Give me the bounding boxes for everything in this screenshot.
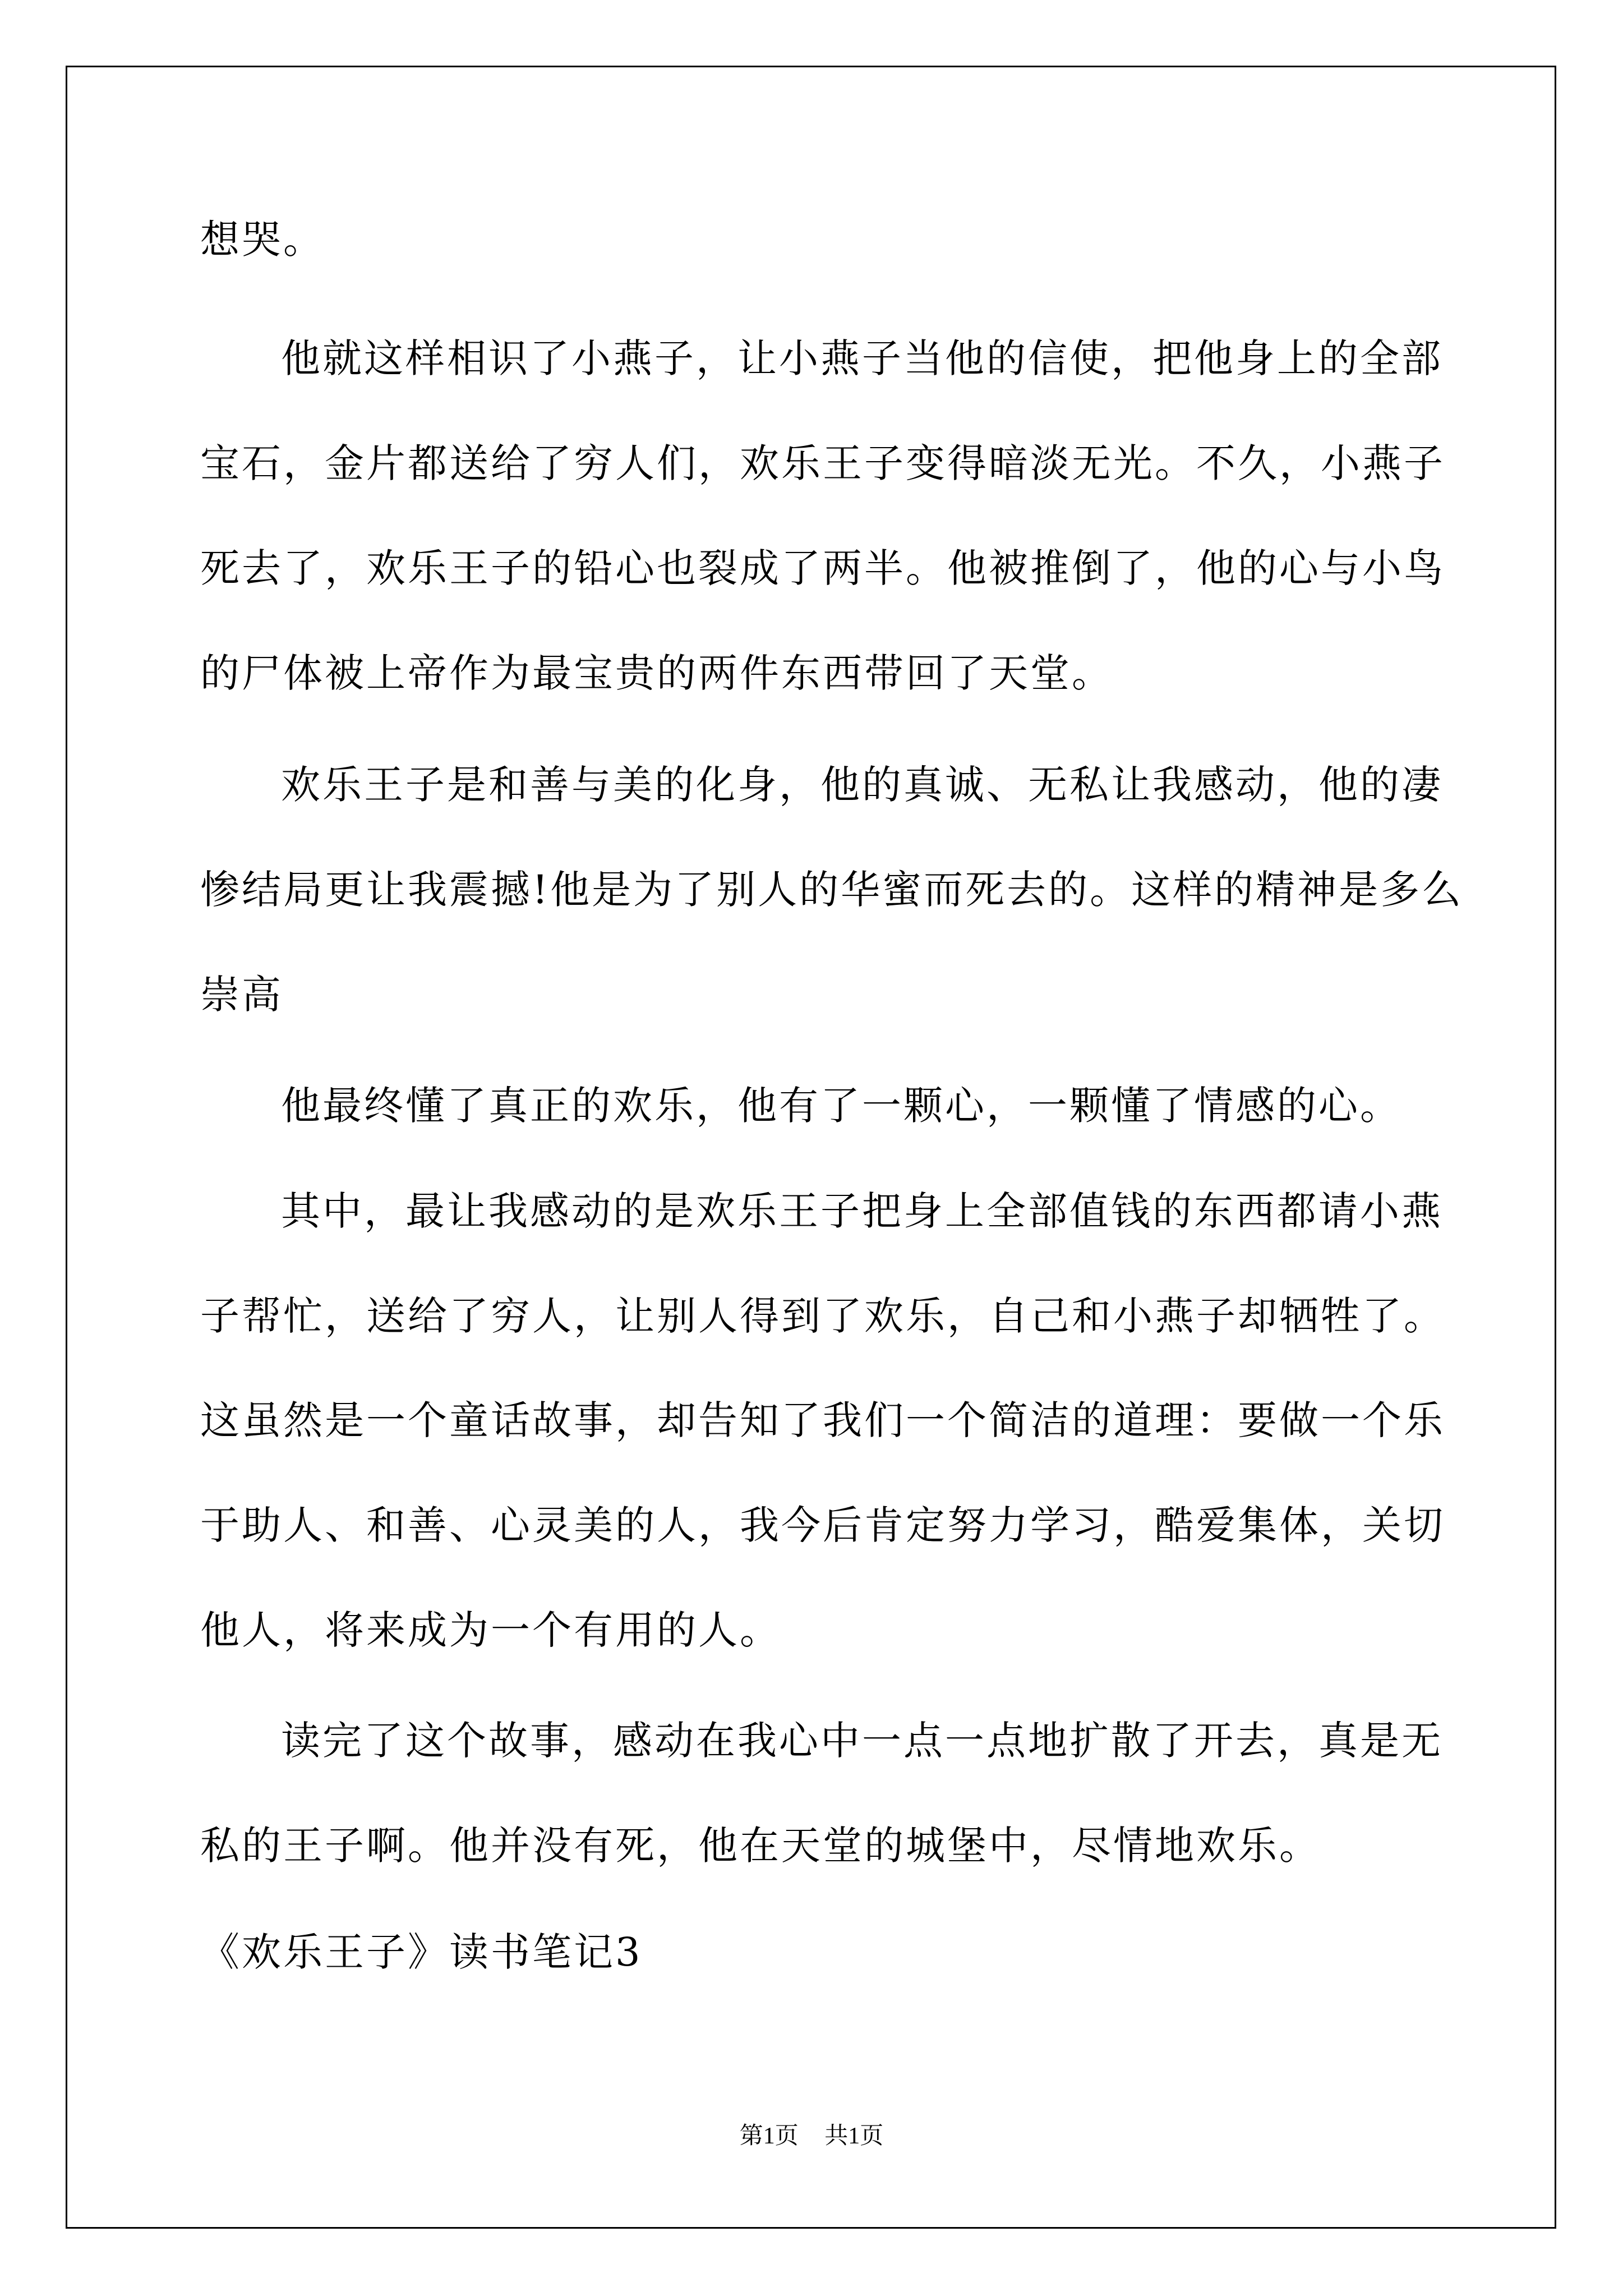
text-line: 欢乐王子是和善与美的化身，他的真诚、无私让我感动，他的凄: [281, 762, 1443, 808]
text-line: 的尸体被上帝作为最宝贵的两件东西带回了天堂。: [200, 650, 1113, 696]
section-heading: 《欢乐王子》读书笔记3: [200, 1929, 643, 1975]
page-border: [66, 66, 1556, 2229]
text-line: 崇高: [200, 972, 283, 1018]
text-line: 他就这样相识了小燕子，让小燕子当他的信使，把他身上的全部: [281, 335, 1443, 381]
page-footer: [0, 2120, 1623, 2152]
page-number-current: 第1页: [739, 2123, 799, 2149]
text-line: 私的王子啊。他并没有死，他在天堂的城堡中，尽情地欢乐。: [200, 1823, 1321, 1869]
text-line: 他最终懂了真正的欢乐，他有了一颗心，一颗懂了情感的心。: [281, 1083, 1401, 1129]
text-line: 于助人、和善、心灵美的人，我今后肯定努力学习，酷爱集体，关切: [200, 1502, 1445, 1548]
text-line: 读完了这个故事，感动在我心中一点一点地扩散了开去，真是无: [281, 1718, 1443, 1764]
text-line: 子帮忙，送给了穷人，让别人得到了欢乐，自己和小燕子却牺牲了。: [200, 1293, 1445, 1339]
text-line: 想哭。: [200, 217, 325, 263]
text-line: 宝石，金片都送给了穷人们，欢乐王子变得暗淡无光。不久，小燕子: [200, 440, 1445, 486]
text-line: 惨结局更让我震撼!他是为了别人的华蜜而死去的。这样的精神是多么: [200, 867, 1464, 913]
text-line: 他人，将来成为一个有用的人。: [200, 1607, 781, 1653]
page-number-total: 共1页: [824, 2123, 884, 2149]
text-line: 这虽然是一个童话故事，却告知了我们一个简洁的道理：要做一个乐: [200, 1397, 1445, 1443]
text-line: 其中，最让我感动的是欢乐王子把身上全部值钱的东西都请小燕: [281, 1188, 1443, 1234]
text-line: 死去了，欢乐王子的铅心也裂成了两半。他被推倒了，他的心与小鸟: [200, 545, 1445, 591]
